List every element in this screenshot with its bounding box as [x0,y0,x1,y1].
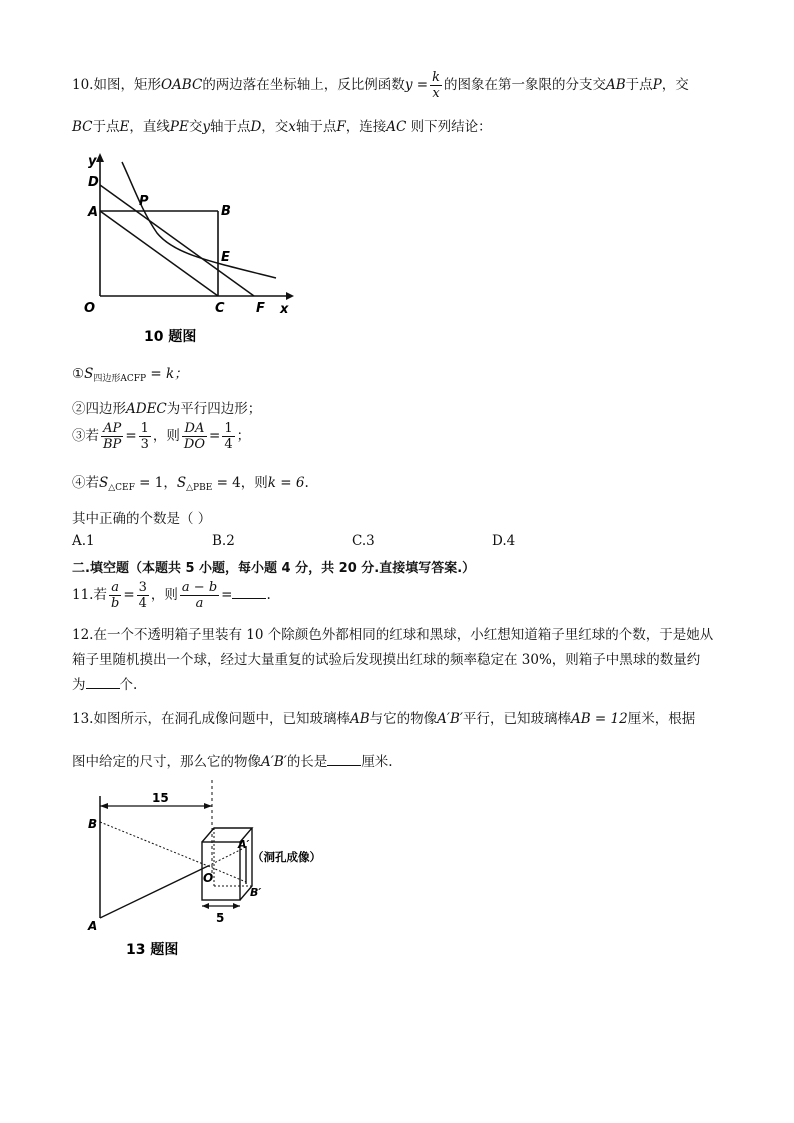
c4-s2: S [176,475,187,491]
q13-text: 厘米，根据 [627,711,696,727]
dim-5-arrow-left [202,903,209,909]
c4-v1: = 1， [134,475,177,491]
q10-seg-ab: AB [605,77,626,93]
c1-s: S [84,366,94,382]
q10-axis-x: x [288,119,296,135]
q11-line [72,580,271,611]
q11-v1-den: 4 [138,596,147,611]
c4-end: . [304,475,309,491]
c3-prefix: ③若 [72,428,99,444]
c4-v2: = 4，则 [212,475,268,491]
c3-v1-den: 3 [140,437,149,452]
q10-text: ，连接 [345,119,387,135]
q10-point-f: F [336,119,346,135]
q10-axis-y: y [202,119,210,135]
q10-figure [78,148,308,350]
label-o: O [84,301,96,316]
q13-text: 的长是 [286,754,328,770]
q12-line3 [72,673,137,693]
q12-prefix: 为 [72,677,86,693]
q11-f1-den: b [110,596,120,611]
q10-point-p: P [652,77,662,93]
q13-eq: AB = 12 [570,711,628,727]
c4-prefix: ④若 [72,475,99,491]
q10-point-e: E [119,119,130,135]
option-b[interactable]: B.2 [212,533,235,549]
q10-rect-name: OABC [160,77,203,93]
dim-15-arrow-right [204,803,212,809]
q13-text: 与它的物像 [369,711,438,727]
c3-eq2: = [209,428,221,444]
label-a: A [88,919,98,933]
q11-f2-num: a − b [181,580,218,595]
q11-frac1 [109,580,121,611]
c3-f1-den: BP [103,437,122,452]
q11-f2-den: a [195,596,204,611]
q10-point-d: D [250,119,262,135]
q12-end: 个. [119,677,138,693]
ray-b [100,822,208,866]
label-p: P [139,194,149,209]
q10-func-eq: = [416,77,429,93]
q10-text: ，交 [261,119,289,135]
dim-5-label: 5 [216,911,225,925]
label-b: B [221,204,231,219]
q10-text: 的两边落在坐标轴上，反比例函数 [202,77,405,93]
q10-text: 则下列结论： [406,119,492,135]
c4-sub2: △PBE [186,483,213,493]
section-2-title: 二.填空题（本题共 5 小题，每小题 4 分，共 20 分.直接填写答案.） [72,561,476,576]
c1-sub: 四边形ACFP [93,374,147,384]
c3-f1-num: AP [101,421,123,437]
ray-a [100,866,208,918]
q10-text: 的图象在第一象限的分支交 [443,77,606,93]
q13-seg-image: A′B′ [437,711,463,727]
c3-then: ，则 [152,428,180,444]
label-d: D [88,175,99,190]
q11-val1 [137,580,149,611]
c3-f2-num: DA [182,421,207,437]
option-c[interactable]: C.3 [352,533,375,549]
q11-answer-blank[interactable] [232,586,266,599]
dim-15-label: 15 [152,791,169,805]
q10-stem-line1 [72,70,689,101]
q10-conclusion-3 [72,421,250,452]
q10-stem-line2 [72,115,492,135]
q11-f1-num: a [109,580,121,596]
q10-text: 轴于点 [295,119,337,135]
x-axis-arrow [286,292,294,300]
q11-then: ，则 [150,587,178,603]
c2-name: ADEC [126,401,167,417]
q12-line1: 12.在一个不透明箱子里装有 10 个除颜色外都相同的红球和黑球，小红想知道箱子里红球的个数，于是她从 [72,627,714,643]
q13-end: 厘米. [361,754,393,770]
q10-seg-bc: BC [72,119,93,135]
q10-text: 轴于点 [209,119,251,135]
c3-f2-den: DO [183,437,205,452]
q11-end: . [266,587,271,603]
label-x: x [280,302,289,317]
c3-frac1 [101,421,123,452]
q12-answer-blank[interactable] [86,676,120,689]
q10-seg-ac: AC [386,119,407,135]
c3-v1-num: 1 [140,421,149,436]
q11-prefix: 11.若 [72,587,107,603]
q13-answer-blank[interactable] [327,753,361,766]
q10-text: 于点 [92,119,120,135]
box-label: （洞孔成像） [252,850,321,864]
q13-seg-image2: A′B′ [261,754,287,770]
label-c: C [215,301,225,316]
q10-func-num: k [432,70,440,85]
label-b: B [88,817,98,831]
c3-eq1: = [125,428,137,444]
c2-rest: 为平行四边形； [166,401,262,417]
segment-ac [100,211,218,296]
q10-question: 其中正确的个数是（ ） [72,511,212,527]
label-e: E [221,250,230,265]
q13-seg-ab: AB [349,711,370,727]
c1-rest: = k； [146,366,188,382]
q13-line2 [72,750,393,770]
c4-sub1: △CEF [108,483,135,493]
label-f: F [256,301,265,316]
q13-text: 平行，已知玻璃棒 [462,711,571,727]
q10-text: 10.如图，矩形 [72,77,161,93]
c4-k: k = 6 [267,475,305,491]
q10-text: ，直线 [129,119,170,135]
option-a[interactable]: A.1 [72,533,95,549]
q10-func-y: y [404,77,413,93]
hyperbola-curve [122,162,276,278]
label-a-prime: A′ [238,838,250,851]
q13-text: 13.如图所示，在洞孔成像问题中，已知玻璃棒 [72,711,350,727]
label-b-prime: B′ [250,886,262,899]
q10-conclusion-4 [72,471,309,493]
q10-func-den: x [432,86,440,101]
q10-text: 于点 [625,77,653,93]
label-a: A [88,205,99,220]
q11-frac2 [180,580,219,611]
label-o: O [203,871,214,885]
dim-15-arrow-left [100,803,108,809]
label-y: y [88,154,97,169]
c1-prefix: ① [72,366,85,382]
q11-eq2: = [221,587,233,603]
q10-line-pe: PE [169,119,189,135]
y-axis-arrow [96,153,104,162]
c3-end: ； [236,428,251,444]
q10-conclusion-2 [72,397,261,417]
q13-text: 图中给定的尺寸，那么它的物像 [72,754,261,770]
c3-v2-num: 1 [224,421,233,436]
q10-conclusion-1 [72,362,188,384]
q12-line2: 箱子里随机摸出一个球，经过大量重复的试验后发现摸出红球的频率稳定在 30%，则箱子中黑球的数量约 [72,652,701,668]
q11-eq1: = [123,587,135,603]
q11-v1-num: 3 [138,580,147,595]
line-df [100,185,254,296]
q13-line1 [72,707,695,727]
q10-text: 交 [188,119,203,135]
q10-func-fraction [430,70,442,101]
c4-s1: S [99,475,109,491]
dim-5-arrow-right [233,903,240,909]
q13-figure [80,778,350,963]
figure-10-caption: 10 题图 [144,329,197,345]
c3-v2-den: 4 [224,437,233,452]
c3-val2 [222,421,234,452]
q10-text: ，交 [661,77,689,93]
option-d[interactable]: D.4 [492,533,516,549]
figure-13-caption: 13 题图 [126,942,179,958]
c3-val1 [139,421,151,452]
c3-frac2 [182,421,207,452]
c2-text: ②四边形 [72,401,126,417]
